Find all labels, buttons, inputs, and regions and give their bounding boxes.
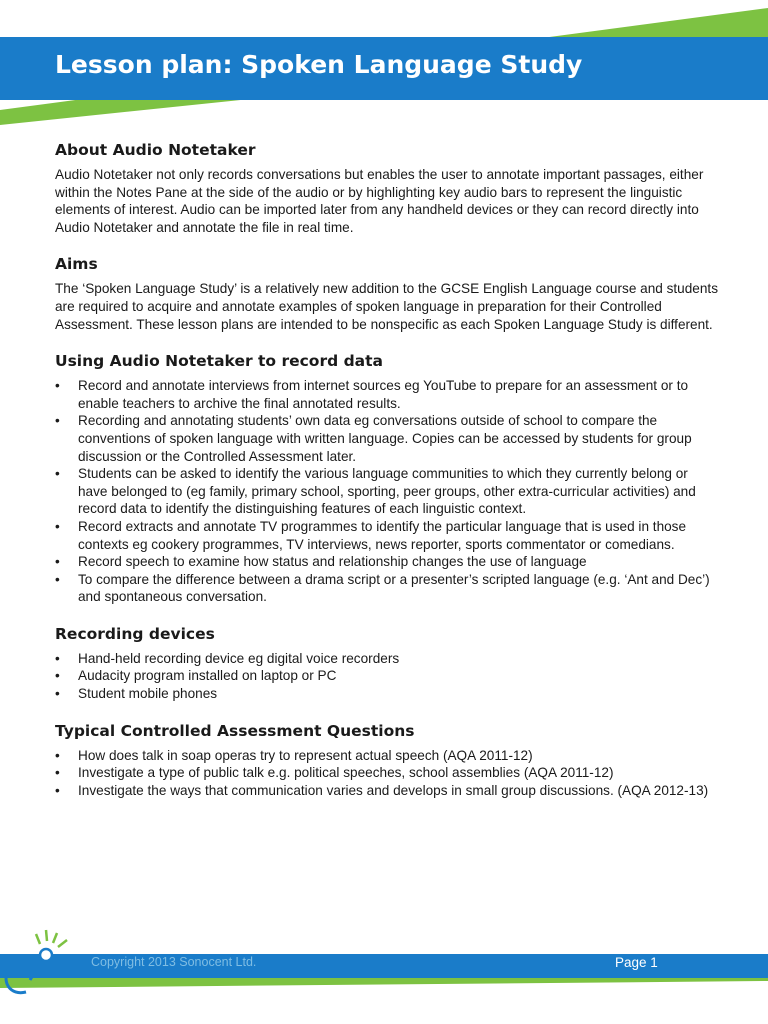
list-item: • Students can be asked to identify the various language communities to which they currently belong or have belonged to (eg family, primary school, sporting, peer groups, other extra-curricular activities) and record data to identify the distinguishing features of each linguistic context. [55, 466, 696, 517]
list-item: • Record extracts and annotate TV programmes to identify the particular language that is used in those contexts eg cookery programmes, TV interviews, news reporter, sports commentator or comedians. [55, 518, 687, 552]
section-heading: Using Audio Notetaker to record data [55, 352, 383, 371]
section-heading: Recording devices [55, 624, 215, 643]
footer-copyright: Copyright 2013 Sonocent Ltd. [91, 955, 257, 969]
list-item: • Record speech to examine how status and relationship changes the use of language [55, 554, 587, 570]
list-item: • Student mobile phones [55, 686, 218, 702]
section-aims [55, 254, 720, 333]
bullet-list [55, 747, 720, 800]
page-number: Page 1 [615, 955, 658, 970]
list-item: • Recording and annotating students’ own data eg conversations outside of school to compare the conventions of spoken language with written language. Copies can be accessed by students for group discussion or the Controlled Assessment later. [55, 413, 692, 464]
page-title: Lesson plan: Spoken Language Study [55, 50, 583, 79]
bullet-list [55, 377, 720, 606]
bullet-list [55, 650, 720, 703]
list-item: • Record and annotate interviews from internet sources eg YouTube to prepare for an assessment or to enable teachers to archive the final annotated results. [55, 378, 689, 411]
section-paragraph: Audio Notetaker not only records conversations but enables the user to annotate important passages, either within the Notes Pane at the side of the audio or by highlighting key audio bars to represent the linguistic elements of interest. Audio can be imported later from any handheld devices or they can record directly into Audio Notetaker and annotate the file in real time. [55, 167, 704, 235]
section-paragraph: The ‘Spoken Language Study’ is a relatively new addition to the GCSE English Language course and students are required to acquire and annotate examples of spoken language in preparation for their Controlled Assessment. These lesson plans are intended to be nonspecific as each Spoken Language Study is different. [55, 281, 719, 332]
section-about [55, 140, 720, 236]
section-questions [55, 721, 720, 800]
list-item: • Hand-held recording device eg digital voice recorders [55, 650, 400, 666]
document-body [55, 140, 720, 817]
section-devices [55, 624, 720, 703]
list-item: • Investigate the ways that communication varies and develops in small group discussions. (AQA 2012-13) [55, 782, 709, 798]
list-item: • How does talk in soap operas try to represent actual speech (AQA 2011-12) [55, 747, 533, 763]
list-item: • Investigate a type of public talk e.g. political speeches, school assemblies (AQA 2011-12) [55, 765, 614, 781]
section-using [55, 351, 720, 606]
list-item: • To compare the difference between a drama script or a presenter’s scripted language (e.g. ‘Ant and Dec’) and spontaneous conversation. [55, 571, 710, 605]
section-heading: Aims [55, 255, 98, 274]
list-item: • Audacity program installed on laptop or PC [55, 668, 337, 684]
section-heading: Typical Controlled Assessment Questions [55, 721, 415, 740]
section-heading: About Audio Notetaker [55, 141, 256, 159]
